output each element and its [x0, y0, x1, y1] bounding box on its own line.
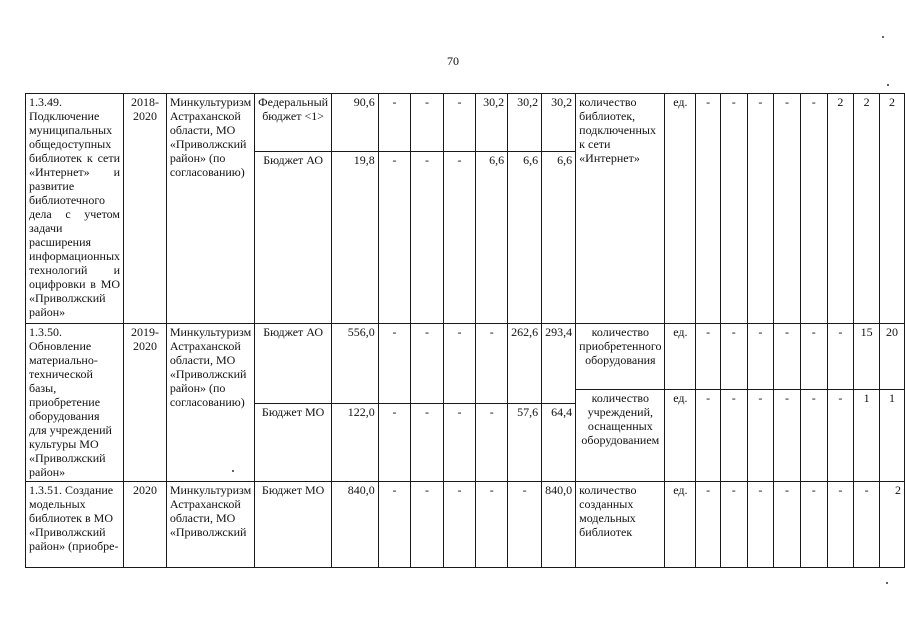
row50-years: 2019-2020	[124, 324, 167, 482]
row51-municipal-value: -	[476, 482, 508, 568]
row50-institutions-value: -	[774, 390, 801, 482]
scan-speck	[232, 470, 234, 472]
row49-executor: Минкультуризм Астраханской области, МО «Приволжский район» (по согласованию)	[166, 94, 254, 324]
row51-municipal-value: -	[411, 482, 444, 568]
row51-name: 1.3.51. Создание модельных библиотек в МО «Приволжский район» (приобре-	[26, 482, 124, 568]
row51-indicator-value: 2	[880, 482, 905, 568]
row49-federal-value: -	[411, 94, 444, 152]
row50-institutions-value: -	[800, 390, 827, 482]
row50-municipal-total: 122,0	[332, 404, 379, 482]
row49-indicator-value: -	[800, 94, 827, 324]
row50-institutions-value: -	[696, 390, 721, 482]
row50-source-regional: Бюджет АО	[255, 324, 332, 404]
row50-source-municipal: Бюджет МО	[255, 404, 332, 482]
row49-regional-value: -	[411, 152, 444, 324]
row49-years: 2018-2020	[124, 94, 167, 324]
row51-indicator-value: -	[800, 482, 827, 568]
row50-indicator-equipment: количество приобретенного оборудования	[576, 324, 665, 390]
row50-equipment-value: 20	[880, 324, 905, 390]
row49-regional-value: -	[443, 152, 476, 324]
row49-indicator-value: 2	[880, 94, 905, 324]
row49-name: 1.3.49. Подключение муниципальных общедоступных библиотек к сети «Интернет» и развитие библиотечного дела с учетом задачи расширения информационных технологий и оцифровки в МО «Приволжский район»	[26, 94, 124, 324]
row49-indicator-value: -	[696, 94, 721, 324]
row50-regional-value: 293,4	[542, 324, 576, 404]
row49-federal-value: 30,2	[508, 94, 542, 152]
row50-municipal-value: -	[411, 404, 444, 482]
row51-municipal-value: -	[508, 482, 542, 568]
row51-indicator-value: -	[854, 482, 880, 568]
row51-municipal-total: 840,0	[332, 482, 379, 568]
row50-equipment-value: -	[747, 324, 774, 390]
row51-municipal-value: -	[443, 482, 476, 568]
row51-unit: ед.	[665, 482, 696, 568]
row49-federal-value: 30,2	[542, 94, 576, 152]
row51-municipal-value: -	[378, 482, 411, 568]
row50-indicator-institutions: количество учреждений, оснащенных оборудованием	[576, 390, 665, 482]
row50-executor: Минкультуризм Астраханской области, МО «Приволжский район» (по согласованию)	[166, 324, 254, 482]
row50-unit-institutions: ед.	[665, 390, 696, 482]
row49-federal-value: 30,2	[476, 94, 508, 152]
row49-indicator-value: 2	[827, 94, 854, 324]
row50-municipal-value: -	[476, 404, 508, 482]
row51-municipal-value: 840,0	[542, 482, 576, 568]
row49-regional-total: 19,8	[332, 152, 379, 324]
row50-institutions-value: 1	[854, 390, 880, 482]
row49-regional-value: 6,6	[542, 152, 576, 324]
row50-regional-value: -	[476, 324, 508, 404]
row50-equipment-value: 15	[854, 324, 880, 390]
row51-source-municipal: Бюджет МО	[255, 482, 332, 568]
row51-years: 2020	[124, 482, 167, 568]
row49-source-federal: Федеральный бюджет <1>	[255, 94, 332, 152]
row50-municipal-value: 64,4	[542, 404, 576, 482]
row50-institutions-value: -	[720, 390, 747, 482]
row50-regional-value: -	[378, 324, 411, 404]
row49-federal-total: 90,6	[332, 94, 379, 152]
row49-indicator-value: 2	[854, 94, 880, 324]
page-number: 70	[447, 54, 459, 68]
row50-equipment-value: -	[696, 324, 721, 390]
row49-federal-value: -	[378, 94, 411, 152]
row51-indicator-value: -	[696, 482, 721, 568]
row50-institutions-value: 1	[880, 390, 905, 482]
row49-indicator-value: -	[774, 94, 801, 324]
row49-indicator-value: -	[747, 94, 774, 324]
row49-regional-value: 6,6	[476, 152, 508, 324]
row50-municipal-value: -	[378, 404, 411, 482]
row50-equipment-value: -	[774, 324, 801, 390]
row50-institutions-value: -	[747, 390, 774, 482]
row51-indicator-value: -	[720, 482, 747, 568]
row49-indicator: количество библиотек, подключенных к сети «Интернет»	[576, 94, 665, 324]
row50-name: 1.3.50. Обновление материально-технической базы, приобретение оборудования для учреждений культуры МО «Приволжский район»	[26, 324, 124, 482]
row50-equipment-value: -	[800, 324, 827, 390]
scan-speck	[886, 582, 888, 584]
row49-indicator-value: -	[720, 94, 747, 324]
row50-municipal-value: -	[443, 404, 476, 482]
row49-source-regional: Бюджет АО	[255, 152, 332, 324]
row51-indicator-value: -	[774, 482, 801, 568]
row50-institutions-value: -	[827, 390, 854, 482]
row51-indicator-value: -	[747, 482, 774, 568]
row49-federal-value: -	[443, 94, 476, 152]
scan-speck	[882, 36, 884, 38]
row51-indicator: количество созданных модельных библиотек	[576, 482, 665, 568]
row50-regional-value: -	[411, 324, 444, 404]
row50-equipment-value: -	[827, 324, 854, 390]
row49-regional-value: -	[378, 152, 411, 324]
row49-regional-value: 6,6	[508, 152, 542, 324]
scan-speck	[887, 84, 889, 86]
program-table	[25, 93, 905, 568]
row49-unit: ед.	[665, 94, 696, 324]
row51-indicator-value: -	[827, 482, 854, 568]
row50-regional-total: 556,0	[332, 324, 379, 404]
row50-unit-equipment: ед.	[665, 324, 696, 390]
row50-regional-value: 262,6	[508, 324, 542, 404]
row50-equipment-value: -	[720, 324, 747, 390]
row51-executor: Минкультуризм Астраханской области, МО «Приволжский	[166, 482, 254, 568]
row50-regional-value: -	[443, 324, 476, 404]
row50-municipal-value: 57,6	[508, 404, 542, 482]
